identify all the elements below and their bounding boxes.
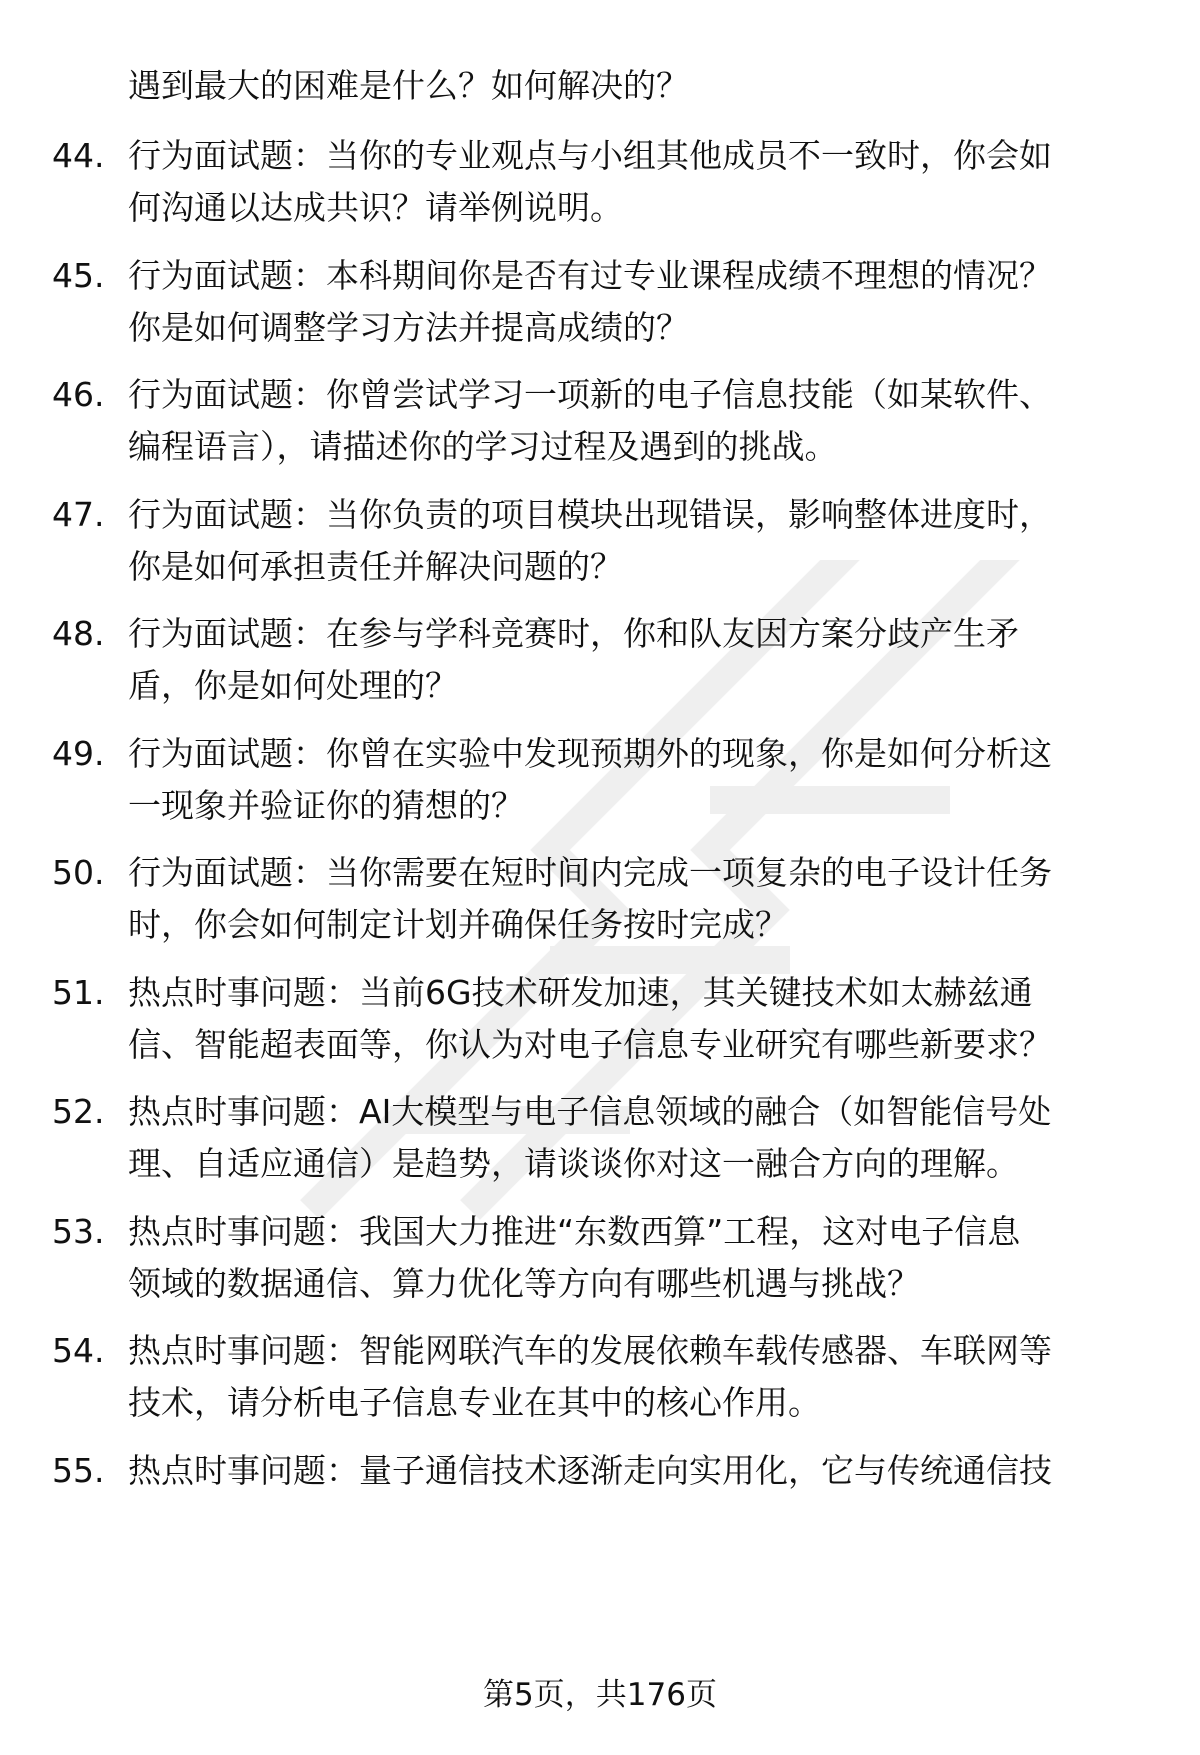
question-text-line: 热点时事问题：我国大力推进“东数西算”工程，这对电子信息 [128,1212,1021,1251]
question-text-line: 热点时事问题：当前6G技术研发加速，其关键技术如太赫兹通 [128,973,1033,1012]
question-text-line: 行为面试题：你曾尝试学习一项新的电子信息技能（如某软件、 [128,375,1052,414]
question-text-line: 热点时事问题：智能网联汽车的发展依赖车载传感器、车联网等 [128,1331,1052,1370]
continuation-line: 遇到最大的困难是什么？如何解决的？ [128,66,689,105]
question-text-line: 信、智能超表面等，你认为对电子信息专业研究有哪些新要求？ [128,1025,1052,1064]
question-number: 54. [52,1331,105,1370]
question-text-line: 热点时事问题：量子通信技术逐渐走向实用化，它与传统通信技 [128,1451,1052,1490]
question-number: 53. [52,1212,105,1251]
question-text-line: 行为面试题：当你需要在短时间内完成一项复杂的电子设计任务 [128,853,1052,892]
question-text-line: 行为面试题：本科期间你是否有过专业课程成绩不理想的情况？ [128,256,1052,295]
question-text-line: 热点时事问题：AI大模型与电子信息领域的融合（如智能信号处 [128,1092,1052,1131]
question-text-line: 一现象并验证你的猜想的？ [128,786,524,825]
question-text-line: 何沟通以达成共识？请举例说明。 [128,188,623,227]
question-number: 51. [52,973,105,1012]
question-number: 47. [52,495,105,534]
question-text-line: 盾，你是如何处理的？ [128,666,458,705]
question-number: 52. [52,1092,105,1131]
question-text-line: 你是如何调整学习方法并提高成绩的？ [128,308,689,347]
question-text-line: 行为面试题：在参与学科竞赛时，你和队友因方案分歧产生矛 [128,614,1019,653]
question-text-line: 时，你会如何制定计划并确保任务按时完成？ [128,905,788,944]
question-number: 55. [52,1451,105,1490]
question-text-line: 行为面试题：当你的专业观点与小组其他成员不一致时，你会如 [128,136,1052,175]
question-number: 48. [52,614,105,653]
question-text-line: 行为面试题：当你负责的项目模块出现错误，影响整体进度时， [128,495,1052,534]
question-number: 49. [52,734,105,773]
question-number: 45. [52,256,105,295]
question-text-line: 编程语言），请描述你的学习过程及遇到的挑战。 [128,427,838,466]
question-text-line: 领域的数据通信、算力优化等方向有哪些机遇与挑战？ [128,1264,920,1303]
question-number: 44. [52,136,105,175]
question-text-line: 技术，请分析电子信息专业在其中的核心作用。 [128,1383,821,1422]
question-number: 50. [52,853,105,892]
page-footer: 第5页，共176页 [483,1677,717,1713]
question-text-line: 你是如何承担责任并解决问题的？ [128,547,623,586]
question-number: 46. [52,375,105,414]
question-text-line: 行为面试题：你曾在实验中发现预期外的现象，你是如何分析这 [128,734,1052,773]
question-text-line: 理、自适应通信）是趋势，请谈谈你对这一融合方向的理解。 [128,1144,1019,1183]
